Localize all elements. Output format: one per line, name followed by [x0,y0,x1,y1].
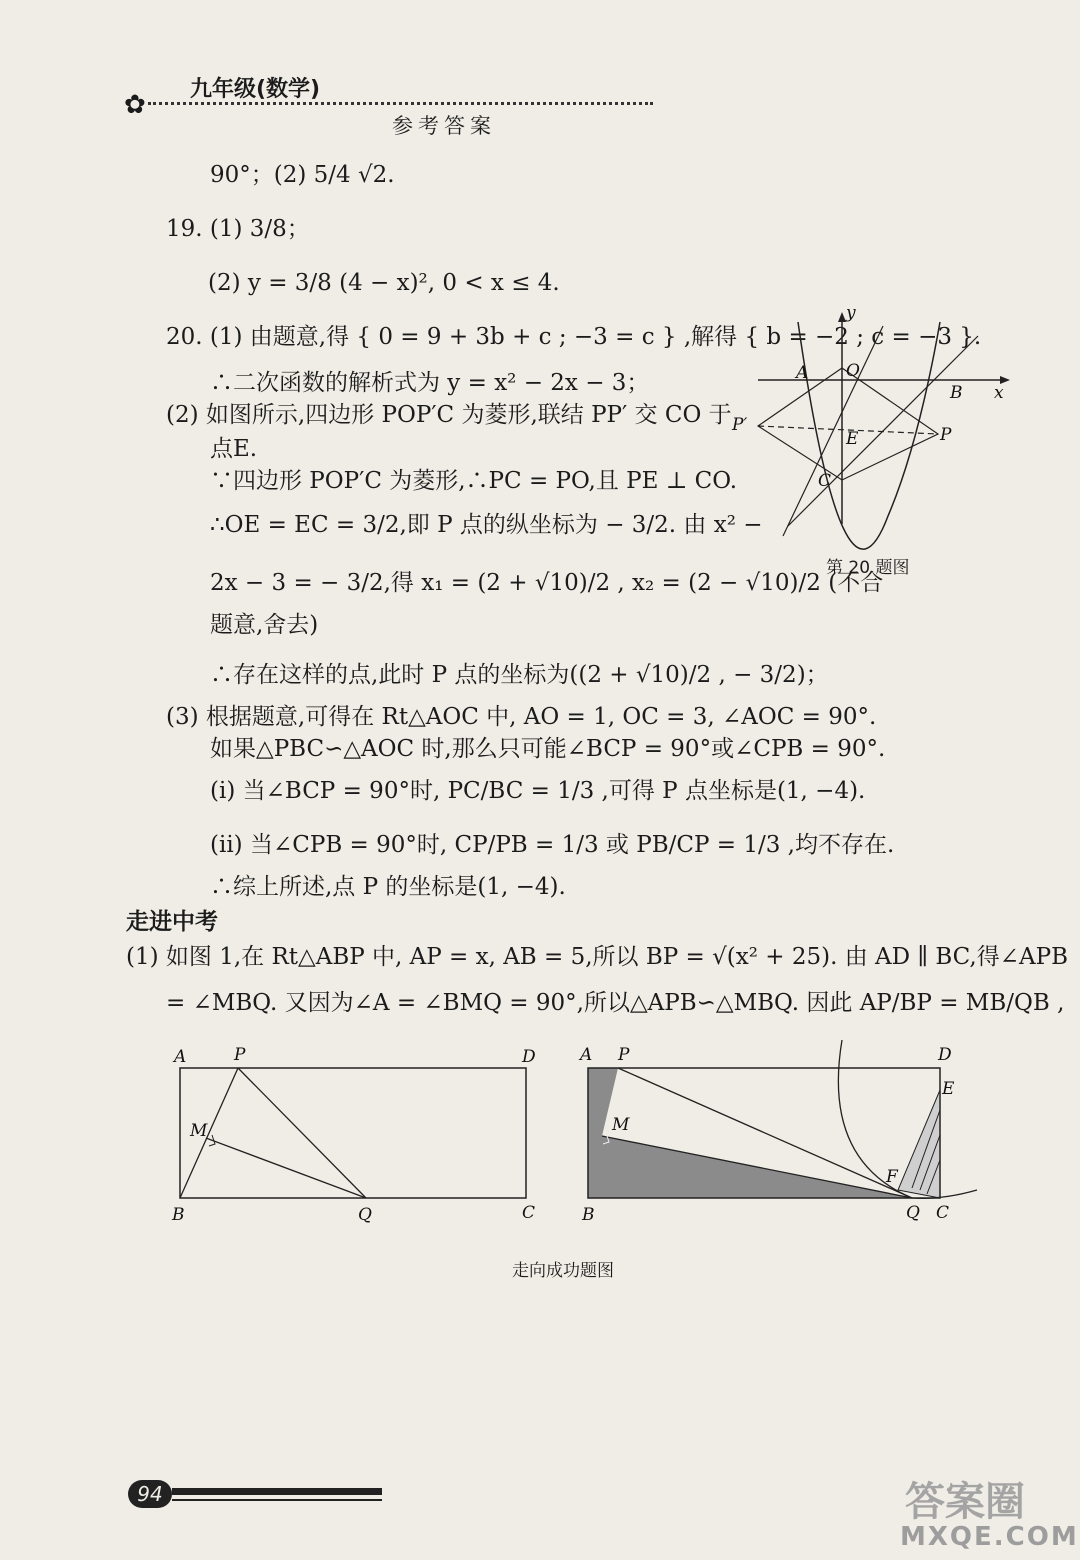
rhombus-popc [758,368,938,480]
answer-line-2: 19. (1) 3/8； [166,216,310,242]
left-label-b: B [172,1205,185,1225]
answer-line-9: ∴OE = EC = 3/2,即 P 点的纵坐标为 − 3/2. 由 x² − [210,512,763,538]
arc-curve [838,1040,912,1198]
answer-line-4: 20. (1) 由题意,得 { 0 = 9 + 3b + c ; −3 = c } ,解得 { b = −2 ; c = −3 }. [166,324,982,350]
rectangle-abcd [180,1068,526,1198]
hatched-triangle [898,1090,940,1198]
exam-line-1: (1) 如图 1,在 Rt△ABP 中, AP = x, AB = 5,所以 BP = √(x² + 25). 由 AD ∥ BC,得∠APB [126,944,1068,970]
footer-bar [172,1488,382,1495]
answer-line-8: ∵四边形 POP′C 为菱形,∴PC = PO,且 PE ⊥ CO. [210,468,738,494]
answer-line-16: (ii) 当∠CPB = 90°时, CP/PB = 1/3 或 PB/CP = 1/3 ,均不存在. [210,832,895,858]
label-c: C [818,471,832,491]
segment-pq [238,1068,366,1198]
figure-bottom-caption: 走向成功题图 [512,1261,614,1281]
answer-line-17: ∴综上所述,点 P 的坐标是(1, −4). [210,874,566,900]
right-label-m: M [612,1115,630,1135]
left-label-a: A [174,1047,187,1067]
grade-label: 九年级(数学) [190,77,321,102]
page-title: 参考答案 [392,114,496,138]
answer-line-1: 90°；(2) 5/4 √2. [210,162,395,188]
label-b: B [950,383,963,403]
label-p: P [940,425,952,445]
y-axis-arrow-icon [838,312,846,322]
right-label-b: B [582,1205,595,1225]
right-label-e: E [942,1079,955,1099]
label-x: x [994,383,1004,403]
footer-bar-thin [172,1499,382,1501]
figure-bottom-left [168,1040,548,1230]
answer-line-12: ∴存在这样的点,此时 P 点的坐标为((2 + √10)/2 , − 3/2)； [210,662,829,688]
answer-line-11: 题意,舍去) [210,612,319,638]
header-dotted-rule [148,102,653,105]
left-label-m: M [190,1121,208,1141]
answer-line-5: ∴二次函数的解析式为 y = x² − 2x − 3； [210,370,650,396]
right-label-d: D [938,1045,952,1065]
left-label-d: D [522,1047,536,1067]
answer-line-13: (3) 根据题意,可得在 Rt△AOC 中, AO = 1, OC = 3, ∠AOC = 90°. [166,704,877,730]
right-label-a: A [580,1045,593,1065]
segment-pb [180,1068,238,1198]
figure-20-caption: 第 20 题图 [826,558,910,578]
answer-line-7: 点E. [210,436,258,462]
right-label-c: C [936,1203,950,1223]
figure-20-diagram [728,306,1018,556]
right-label-q: Q [906,1203,920,1223]
figure-bottom-right [572,1040,982,1230]
shaded-region [588,1068,912,1198]
right-label-f: F [886,1167,898,1187]
watermark-url: MXQE.COM [900,1522,1079,1552]
answer-line-3: (2) y = 3/8 (4 − x)², 0 < x ≤ 4. [208,270,560,296]
right-label-p: P [618,1045,630,1065]
answer-line-14: 如果△PBC∽△AOC 时,那么只可能∠BCP = 90°或∠CPB = 90°. [210,736,886,762]
answer-line-15: (i) 当∠BCP = 90°时, PC/BC = 1/3 ,可得 P 点坐标是(1, −4). [210,778,866,804]
answer-line-10: 2x − 3 = − 3/2,得 x₁ = (2 + √10)/2 , x₂ = (2 − √10)/2 (不合 [210,570,884,596]
left-label-c: C [522,1203,536,1223]
section-title: 走进中考 [126,909,218,935]
label-e: E [846,429,859,449]
label-a: A [796,363,809,383]
answer-line-6: (2) 如图所示,四边形 POP′C 为菱形,联结 PP′ 交 CO 于 [166,402,732,428]
page-number: 94 [128,1480,172,1508]
segment-mq [206,1138,366,1198]
left-label-q: Q [358,1205,372,1225]
label-p-prime: P′ [732,415,748,435]
exam-line-2: = ∠MBQ. 又因为∠A = ∠BMQ = 90°,所以△APB∽△MBQ. 因此 AP/BP = MB/QB , [166,990,1065,1016]
left-label-p: P [234,1045,246,1065]
watermark-logo: 答案圈 [905,1479,1025,1525]
label-o: O [846,361,860,381]
label-y: y [846,306,856,323]
flower-ornament-icon: ✿ [124,90,146,120]
